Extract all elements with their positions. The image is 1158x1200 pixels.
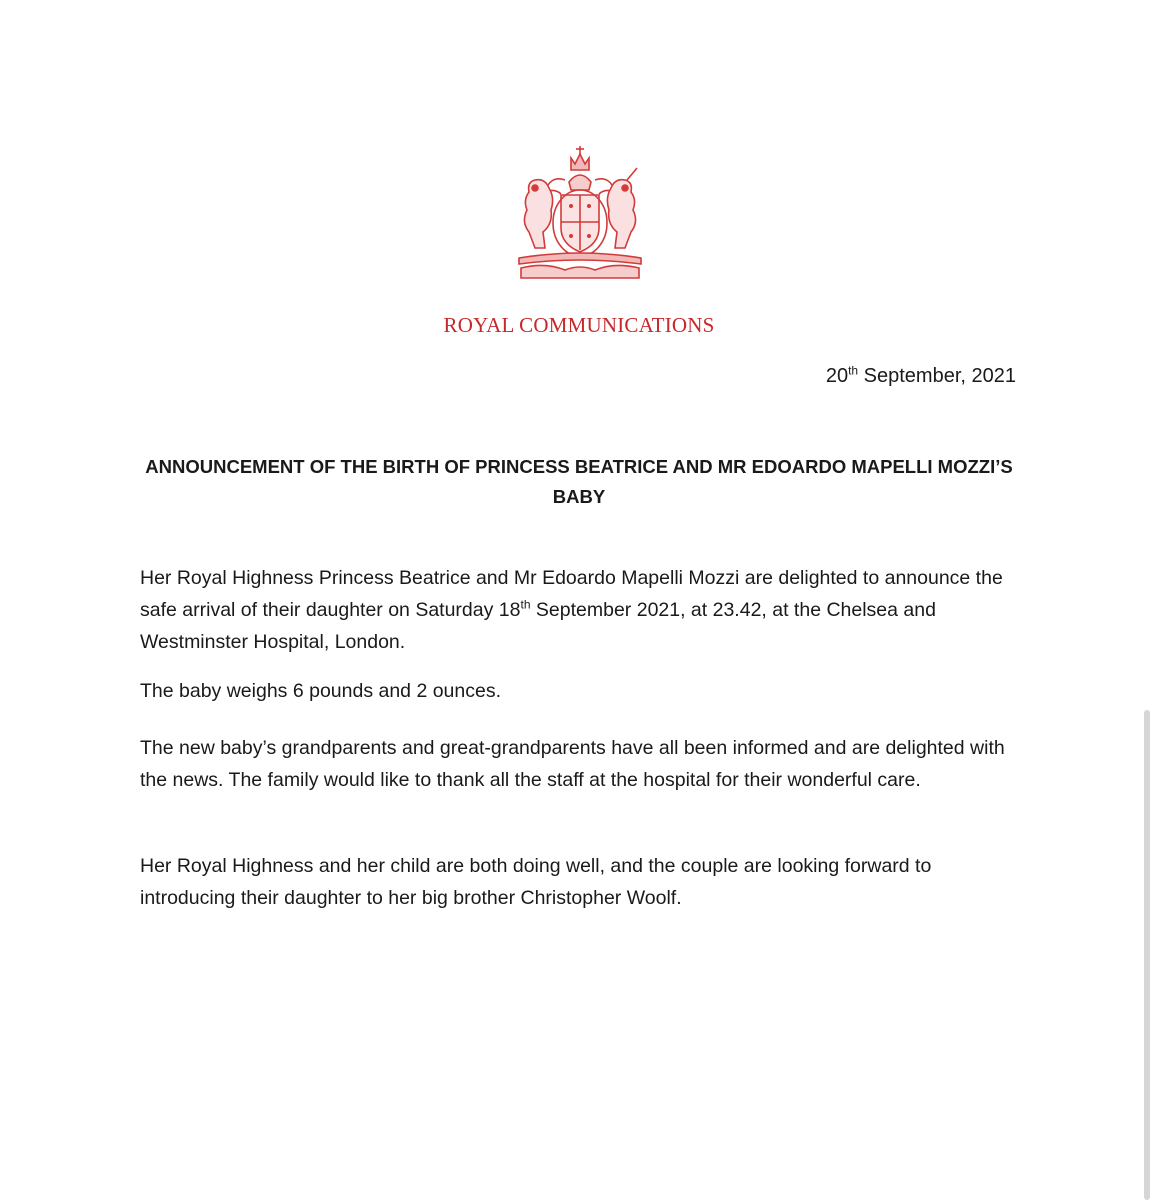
organization-name: ROYAL COMMUNICATIONS [443, 313, 715, 337]
paragraph-family-informed: The new baby’s grandparents and great-grandparents have all been informed and are delighted with the news. The family would like to thank all the staff at the hospital for their wonderful care. [140, 737, 1005, 791]
date-month-year: September, 2021 [858, 365, 1016, 387]
paragraph-doing-well: Her Royal Highness and her child are both doing well, and the couple are looking forward to introducing their daughter to her big brother Christopher Woolf. [140, 855, 932, 909]
paragraph-baby-weight: The baby weighs 6 pounds and 2 ounces. [140, 680, 502, 702]
paragraph-birth-announcement [140, 562, 1025, 658]
date-day: 20 [825, 365, 849, 387]
paragraph-1-ordinal-suffix: th [520, 597, 531, 612]
royal-coat-of-arms-icon [505, 140, 655, 285]
date-day-suffix: th [848, 363, 859, 378]
document-date [826, 365, 1016, 388]
announcement-title: ANNOUNCEMENT OF THE BIRTH OF PRINCESS BEATRICE AND MR EDOARDO MAPELLI MOZZI’S BABY [145, 456, 1013, 507]
vertical-scrollbar[interactable] [1144, 710, 1150, 1200]
paragraph-1-text-a: Her Royal Highness Princess Beatrice and Mr Edoardo Mapelli Mozzi are delighted to announce the safe arrival of their daughter on Saturday 18 [140, 567, 1003, 621]
paragraph-1-text-b: September 2021, at 23.42, at the Chelsea and Westminster Hospital, London. [140, 599, 936, 653]
